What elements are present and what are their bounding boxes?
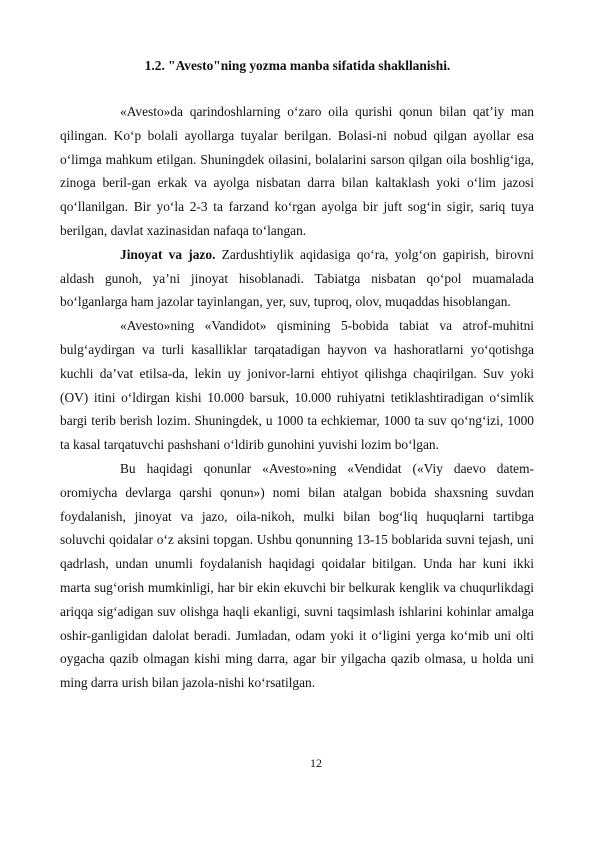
body-text [60, 100, 534, 695]
paragraph-text: Bu haqidagi qonunlar «Avesto»ning «Vendidat («Viy daevo datem-oromiycha devlarga qarshi qonun») nomi bilan atalgan bobida shaxsning suvdan foydalanish, jinoyat va jazo, oila-nikoh, mulki bilan bog‘liq huquqlarni tartibga soluvchi qoidalar o‘z aksini topgan. Ushbu qonunning 13-15 boblarida suvni tejash, uni qadrlash, undan unumli foydalanish haqidagi qoidalar bitilgan. Unda har kuni ikki marta sug‘orish mumkinligi, har bir ekin ekuvchi bir belkurak kenglik va chuqurlikdagi ariqqa sig‘adigan suv olishga haqli ekanligi, suvni taqsimlash ishlarini kohinlar amalga oshir-ganligidan dalolat beradi. Jumladan, odam yoki it o‘ligini yerga ko‘mib uni olti oygacha qazib olmagan kishi ming darra, agar bir yilgacha qazib olmasa, u holda uni ming darra urish bilan jazola-nishi ko‘rsatilgan. [60, 460, 534, 691]
paragraph-text: «Avesto»da qarindoshlarning o‘zaro oila qurishi qonun bilan qat’iy man qilingan. Ko‘p bolali ayollarga tuyalar berilgan. Bolasi-ni nobud qilgan ayollar esa o‘limga mahkum etilgan. Shuningdek oilasini, bolalarini sarson qilgan oila boshlig‘iga, zinoga beril-gan erkak va ayolga nisbatan darra bilan kaltaklash yoki o‘lim jazosi qo‘llanilgan. Bir yo‘la 2-3 ta farzand ko‘rgan ayolga bir juft sog‘in sigir, sariq tuya berilgan, davlat xazinasidan nafaqa to‘langan. [60, 104, 534, 238]
paragraph-vandidot [60, 314, 534, 457]
paragraph-crime-punishment [60, 243, 534, 314]
paragraph-water-laws [60, 457, 534, 695]
paragraph-lead-heading: Jinoyat va jazo. [120, 246, 216, 262]
page-number: 12 [310, 756, 322, 770]
paragraph-text: «Avesto»ning «Vandidot» qismining 5-bobida tabiat va atrof-muhitni bulg‘aydirgan va turli kasalliklar tarqatadigan hayvon va hashoratlarni yo‘qotishga kuchli da’vat etilsa-da, lekin uy jonivor-larni ehtiyot qilishga chaqirilgan. Suv yoki (OV) itini o‘ldirgan kishi 10.000 barsuk, 10.000 ruhiyatni tetiklashtiradigan o‘simlik bargi terib berish lozim. Shuningdek, u 1000 ta echkiemar, 1000 ta suv qo‘ng‘izi, 1000 ta kasal tarqatuvchi pashshani o‘ldirib gunohini yuvishi lozim bo‘lgan. [60, 318, 534, 453]
section-heading: 1.2. "Avesto"ning yozma manba sifatida shakllanishi. [144, 58, 451, 73]
paragraph-marriage-law [60, 100, 534, 243]
paragraph-text: Zardushtiylik aqidasiga qo‘ra, yolg‘on gapirish, birovni aldash gunoh, ya’ni jinoyat hisoblanadi. Tabiatga nisbatan qo‘pol muamalada bo‘lganlarga ham jazolar tayinlangan, yer, suv, tuproq, olov, muqaddas hisoblangan. [60, 246, 534, 310]
